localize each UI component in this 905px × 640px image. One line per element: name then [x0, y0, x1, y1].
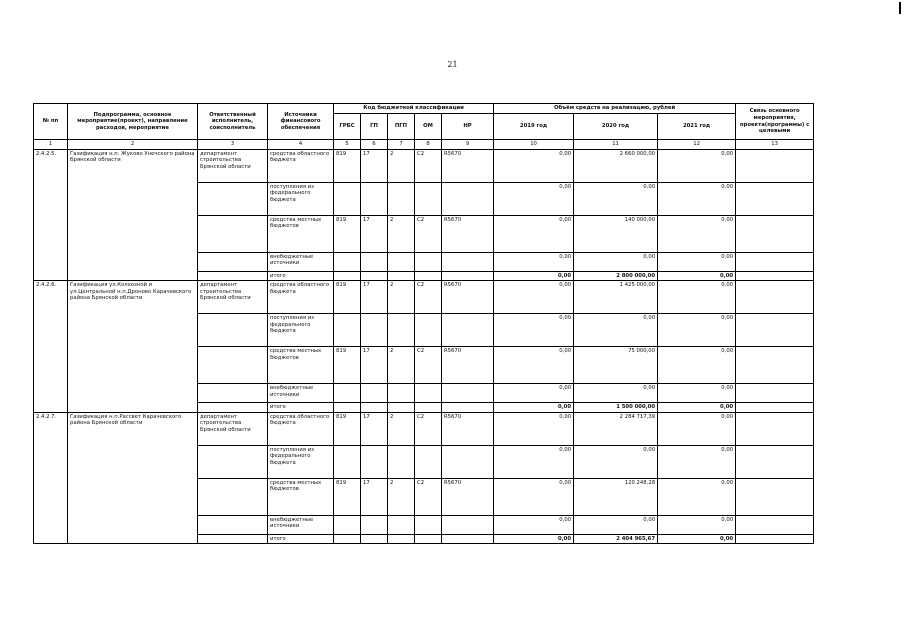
cell-link	[736, 314, 814, 347]
cell-nr: R5670	[442, 412, 494, 445]
cell-y2020: 0,00	[574, 182, 658, 215]
cell-y2021: 0,00	[658, 182, 736, 215]
cell-link	[736, 445, 814, 478]
cell-y2021: 0,00	[658, 149, 736, 182]
cell-y2021: 0,00	[658, 252, 736, 271]
cell-y2019: 0,00	[494, 252, 574, 271]
project-number: 2.4.2.5.	[34, 149, 68, 281]
cell-gp	[361, 403, 388, 413]
cell-grbs: 819	[334, 347, 361, 384]
column-number: 3	[198, 140, 268, 150]
cell-om: С2	[415, 478, 442, 515]
executor-empty-cell	[198, 515, 268, 534]
cell-y2019: 0,00	[494, 534, 574, 544]
cell-y2021: 0,00	[658, 445, 736, 478]
cell-y2021: 0,00	[658, 314, 736, 347]
cell-y2019: 0,00	[494, 403, 574, 413]
cell-grbs: 819	[334, 149, 361, 182]
cell-link	[736, 478, 814, 515]
cell-pgp: 2	[388, 215, 415, 252]
cell-link	[736, 534, 814, 544]
cell-link	[736, 412, 814, 445]
cell-pgp	[388, 534, 415, 544]
cell-grbs: 819	[334, 478, 361, 515]
cell-om	[415, 403, 442, 413]
executor-empty-cell	[198, 478, 268, 515]
cell-nr	[442, 445, 494, 478]
cell-link	[736, 515, 814, 534]
cell-nr	[442, 271, 494, 281]
cell-om	[415, 384, 442, 403]
cell-om	[415, 534, 442, 544]
cell-y2020: 0,00	[574, 314, 658, 347]
cell-y2021: 0,00	[658, 384, 736, 403]
cell-y2020: 120 248,28	[574, 478, 658, 515]
header-subprogram: Подпрограмма, основное мероприятие(проект), направление расходов, мероприятие	[68, 104, 198, 140]
cell-grbs	[334, 314, 361, 347]
budget-table	[33, 103, 814, 544]
funding-source: итого	[268, 271, 334, 281]
cell-link	[736, 347, 814, 384]
project-executor: департамент строительства Брянской области	[198, 412, 268, 445]
cell-y2019: 0,00	[494, 149, 574, 182]
header-volume-group: Объём средств на реализацию, рублей	[494, 104, 736, 114]
project-name: Газификация н.п.Рассвет Карачевского района Брянской области	[68, 412, 198, 544]
cell-pgp	[388, 445, 415, 478]
cell-y2019: 0,00	[494, 215, 574, 252]
header-pgp: ПГП	[388, 114, 415, 140]
cell-link	[736, 281, 814, 314]
cell-gp	[361, 515, 388, 534]
cell-y2020: 2 660 000,00	[574, 149, 658, 182]
project-executor: департамент строительства Брянской области	[198, 281, 268, 314]
cell-gp	[361, 534, 388, 544]
funding-source: поступления из федерального бюджета	[268, 445, 334, 478]
cell-gp: 17	[361, 149, 388, 182]
cell-link	[736, 403, 814, 413]
cell-link	[736, 271, 814, 281]
cell-y2019: 0,00	[494, 271, 574, 281]
cell-y2019: 0,00	[494, 478, 574, 515]
cell-gp	[361, 445, 388, 478]
cell-pgp	[388, 182, 415, 215]
cell-grbs	[334, 252, 361, 271]
cell-pgp: 2	[388, 478, 415, 515]
cell-pgp	[388, 314, 415, 347]
project-executor: департамент строительства Брянской области	[198, 149, 268, 182]
cell-nr	[442, 515, 494, 534]
cell-grbs	[334, 445, 361, 478]
executor-empty-cell	[198, 384, 268, 403]
cell-om: С2	[415, 412, 442, 445]
cell-y2019: 0,00	[494, 314, 574, 347]
executor-empty-cell	[198, 347, 268, 384]
cell-y2021: 0,00	[658, 281, 736, 314]
funding-source: средства областного бюджета	[268, 149, 334, 182]
cell-gp	[361, 314, 388, 347]
project-name: Газификация ул.Колхозной и ул.Центральной н.п.Дроново Карачевского района Брянской области	[68, 281, 198, 413]
funding-source: внебюджетные источники	[268, 384, 334, 403]
cell-gp	[361, 384, 388, 403]
header-y2020: 2020 год	[574, 114, 658, 140]
cell-gp: 17	[361, 478, 388, 515]
cell-nr: R5670	[442, 149, 494, 182]
column-number: 13	[736, 140, 814, 150]
funding-source: средства областного бюджета	[268, 412, 334, 445]
column-number: 1	[34, 140, 68, 150]
column-number: 8	[415, 140, 442, 150]
header-code-group: Код бюджетной классификации	[334, 104, 494, 114]
column-number-row	[34, 140, 814, 150]
project-number: 2.4.2.7.	[34, 412, 68, 544]
funding-source: поступления из федерального бюджета	[268, 314, 334, 347]
executor-empty-cell	[198, 403, 268, 413]
funding-source: итого	[268, 534, 334, 544]
cell-y2019: 0,00	[494, 281, 574, 314]
cell-om	[415, 252, 442, 271]
cell-y2021: 0,00	[658, 403, 736, 413]
cell-y2020: 140 000,00	[574, 215, 658, 252]
cell-y2020: 1 425 000,00	[574, 281, 658, 314]
funding-source: итого	[268, 403, 334, 413]
cell-nr: R5670	[442, 281, 494, 314]
cell-y2020: 2 800 000,00	[574, 271, 658, 281]
cell-y2021: 0,00	[658, 215, 736, 252]
cell-y2021: 0,00	[658, 412, 736, 445]
cell-grbs: 819	[334, 281, 361, 314]
cell-grbs	[334, 271, 361, 281]
cell-y2019: 0,00	[494, 412, 574, 445]
cell-om	[415, 271, 442, 281]
cell-grbs: 819	[334, 412, 361, 445]
funding-source: поступления из федерального бюджета	[268, 182, 334, 215]
cell-pgp: 2	[388, 281, 415, 314]
funding-source: внебюджетные источники	[268, 252, 334, 271]
cell-y2020: 0,00	[574, 384, 658, 403]
cell-y2021: 0,00	[658, 534, 736, 544]
cell-nr	[442, 252, 494, 271]
cell-grbs	[334, 403, 361, 413]
cell-y2020: 2 404 965,67	[574, 534, 658, 544]
header-num: № пп	[34, 104, 68, 140]
cell-nr	[442, 314, 494, 347]
cell-pgp	[388, 252, 415, 271]
cell-om	[415, 515, 442, 534]
cell-link	[736, 252, 814, 271]
cell-link	[736, 149, 814, 182]
column-number: 4	[268, 140, 334, 150]
header-gp: ГП	[361, 114, 388, 140]
cell-nr	[442, 384, 494, 403]
cell-pgp: 2	[388, 412, 415, 445]
cell-gp: 17	[361, 347, 388, 384]
cell-grbs	[334, 515, 361, 534]
funding-source: средства местных бюджетов	[268, 347, 334, 384]
header-y2021: 2021 год	[658, 114, 736, 140]
cell-y2021: 0,00	[658, 347, 736, 384]
header-grbs: ГРБС	[334, 114, 361, 140]
project-source-row	[34, 412, 814, 445]
column-number: 9	[442, 140, 494, 150]
project-number: 2.4.2.6.	[34, 281, 68, 413]
cell-pgp: 2	[388, 347, 415, 384]
funding-source: внебюджетные источники	[268, 515, 334, 534]
cell-nr	[442, 534, 494, 544]
cell-pgp	[388, 403, 415, 413]
cell-om: С2	[415, 281, 442, 314]
cell-grbs	[334, 534, 361, 544]
column-number: 10	[494, 140, 574, 150]
project-source-row	[34, 149, 814, 182]
header-y2019: 2019 год	[494, 114, 574, 140]
cell-om: С2	[415, 149, 442, 182]
project-name: Газификация н.п. Жуково Унечского района Брянской области	[68, 149, 198, 281]
executor-empty-cell	[198, 271, 268, 281]
page-edge-mark	[899, 2, 901, 14]
cell-gp	[361, 271, 388, 281]
cell-y2020: 0,00	[574, 252, 658, 271]
cell-nr: R5670	[442, 478, 494, 515]
cell-gp: 17	[361, 215, 388, 252]
header-sources: Источники финансового обеспечения	[268, 104, 334, 140]
cell-y2020: 1 500 000,00	[574, 403, 658, 413]
executor-empty-cell	[198, 314, 268, 347]
cell-nr: R5670	[442, 347, 494, 384]
cell-pgp	[388, 271, 415, 281]
cell-y2020: 0,00	[574, 445, 658, 478]
cell-y2019: 0,00	[494, 384, 574, 403]
executor-empty-cell	[198, 252, 268, 271]
cell-y2019: 0,00	[494, 445, 574, 478]
cell-gp: 17	[361, 281, 388, 314]
cell-om	[415, 182, 442, 215]
cell-link	[736, 215, 814, 252]
cell-y2020: 75 000,00	[574, 347, 658, 384]
cell-nr	[442, 403, 494, 413]
column-number: 6	[361, 140, 388, 150]
cell-nr: R5670	[442, 215, 494, 252]
funding-source: средства местных бюджетов	[268, 215, 334, 252]
funding-source: средства местных бюджетов	[268, 478, 334, 515]
cell-pgp: 2	[388, 149, 415, 182]
cell-grbs	[334, 384, 361, 403]
cell-grbs: 819	[334, 215, 361, 252]
header-executor: Ответственный исполнитель, соисполнитель	[198, 104, 268, 140]
cell-gp	[361, 252, 388, 271]
column-number: 11	[574, 140, 658, 150]
cell-nr	[442, 182, 494, 215]
executor-empty-cell	[198, 182, 268, 215]
cell-y2019: 0,00	[494, 515, 574, 534]
column-number: 12	[658, 140, 736, 150]
cell-y2020: 2 284 717,39	[574, 412, 658, 445]
cell-link	[736, 384, 814, 403]
cell-gp: 17	[361, 412, 388, 445]
cell-y2019: 0,00	[494, 347, 574, 384]
executor-empty-cell	[198, 215, 268, 252]
cell-pgp	[388, 515, 415, 534]
project-source-row	[34, 281, 814, 314]
cell-om	[415, 314, 442, 347]
column-number: 2	[68, 140, 198, 150]
executor-empty-cell	[198, 445, 268, 478]
cell-y2019: 0,00	[494, 182, 574, 215]
cell-link	[736, 182, 814, 215]
cell-y2021: 0,00	[658, 271, 736, 281]
cell-om	[415, 445, 442, 478]
cell-gp	[361, 182, 388, 215]
header-nr: НР	[442, 114, 494, 140]
cell-om: С2	[415, 347, 442, 384]
executor-empty-cell	[198, 534, 268, 544]
cell-y2021: 0,00	[658, 478, 736, 515]
cell-grbs	[334, 182, 361, 215]
cell-y2020: 0,00	[574, 515, 658, 534]
cell-pgp	[388, 384, 415, 403]
page-number: 21	[447, 60, 458, 69]
cell-y2021: 0,00	[658, 515, 736, 534]
header-om: ОМ	[415, 114, 442, 140]
column-number: 7	[388, 140, 415, 150]
header-link: Связь основного мероприятия, проекта(программы) с целевыми	[736, 104, 814, 140]
cell-om: С2	[415, 215, 442, 252]
funding-source: средства областного бюджета	[268, 281, 334, 314]
column-number: 5	[334, 140, 361, 150]
